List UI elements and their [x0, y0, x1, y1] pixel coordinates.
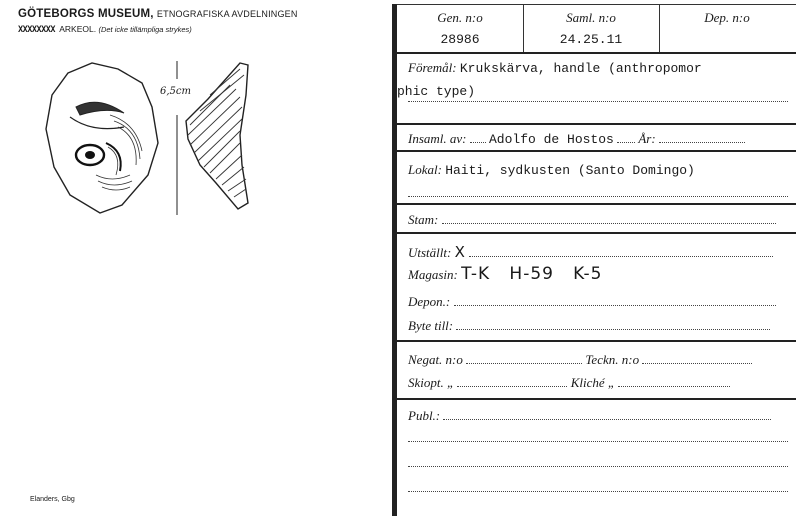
magasin-value: T-K H-59 K-5: [461, 264, 603, 284]
insaml-label: Insaml. av:: [408, 131, 467, 146]
gen-cell: [397, 5, 524, 52]
publ-row: [408, 408, 792, 424]
teckn-label: Teckn. n:o: [585, 352, 640, 367]
lokal-label: Lokal:: [408, 162, 442, 177]
sherd-drawing: [40, 55, 260, 225]
depon-row: [408, 294, 792, 310]
utstallt-label: Utställt:: [408, 245, 452, 260]
section-line: [18, 24, 192, 35]
stam-row: [408, 212, 792, 228]
byte-label: Byte till:: [408, 318, 454, 333]
card-divider: [392, 4, 397, 516]
arkeol-label: ARKEOL.: [59, 24, 97, 34]
publ-dotline-2: [408, 466, 788, 467]
saml-label: Saml. n:o: [566, 10, 616, 25]
stam-label: Stam:: [408, 212, 439, 227]
museum-heading: [18, 8, 298, 20]
size-label: 6,5cm: [160, 86, 191, 97]
separator: [397, 123, 796, 125]
foremal-value-1: Krukskärva, handle (anthropomor: [459, 61, 702, 76]
separator: [397, 340, 796, 342]
gen-value: 28986: [440, 32, 480, 47]
separator: [397, 232, 796, 234]
insaml-row: [408, 131, 792, 147]
kliche-value: „: [607, 375, 616, 390]
lokal-row: [408, 162, 792, 178]
lokal-dotline: [408, 196, 788, 197]
magasin-label: Magasin:: [408, 267, 458, 282]
foremal-row-2: [397, 83, 792, 99]
dep-cell: [659, 5, 795, 52]
department-name: ETNOGRAFISKA AVDELNINGEN: [156, 9, 298, 19]
publ-dotline-1: [408, 441, 788, 442]
magasin-row: [408, 264, 792, 284]
foremal-value-2: phic type): [397, 84, 476, 99]
skiopt-value: „: [447, 375, 455, 390]
kliche-label: Kliché: [570, 375, 605, 390]
insaml-value: Adolfo de Hostos: [489, 132, 614, 147]
publ-dotline-3: [408, 491, 788, 492]
separator: [397, 398, 796, 400]
foremal-label: Föremål:: [408, 60, 457, 75]
dep-label: Dep. n:o: [704, 10, 750, 25]
saml-cell: [523, 5, 660, 52]
museum-name: GÖTEBORGS MUSEUM,: [18, 8, 154, 20]
negat-label: Negat. n:o: [408, 352, 463, 367]
saml-value: 24.25.11: [559, 32, 623, 47]
gen-label: Gen. n:o: [437, 10, 483, 25]
strike-note: (Det icke tillämpliga strykes): [98, 25, 192, 34]
publ-label: Publ.:: [408, 408, 441, 423]
lokal-value: Haiti, sydkusten (Santo Domingo): [445, 163, 695, 178]
skiopt-label: Skiopt.: [408, 375, 444, 390]
utstallt-row: [408, 243, 792, 261]
skiopt-row: [408, 375, 792, 391]
negat-row: [408, 352, 792, 368]
foremal-row: [408, 60, 792, 76]
utstallt-value: X: [454, 243, 466, 261]
number-header: [397, 4, 796, 54]
separator: [397, 203, 796, 205]
struck-text: XXXXXXXX: [18, 25, 55, 35]
printer-credit: Elanders, Gbg: [30, 496, 75, 503]
foremal-dotline: [408, 101, 788, 102]
byte-row: [408, 318, 792, 334]
separator: [397, 150, 796, 152]
ar-label: År:: [638, 131, 656, 146]
depon-label: Depon.:: [408, 294, 451, 309]
